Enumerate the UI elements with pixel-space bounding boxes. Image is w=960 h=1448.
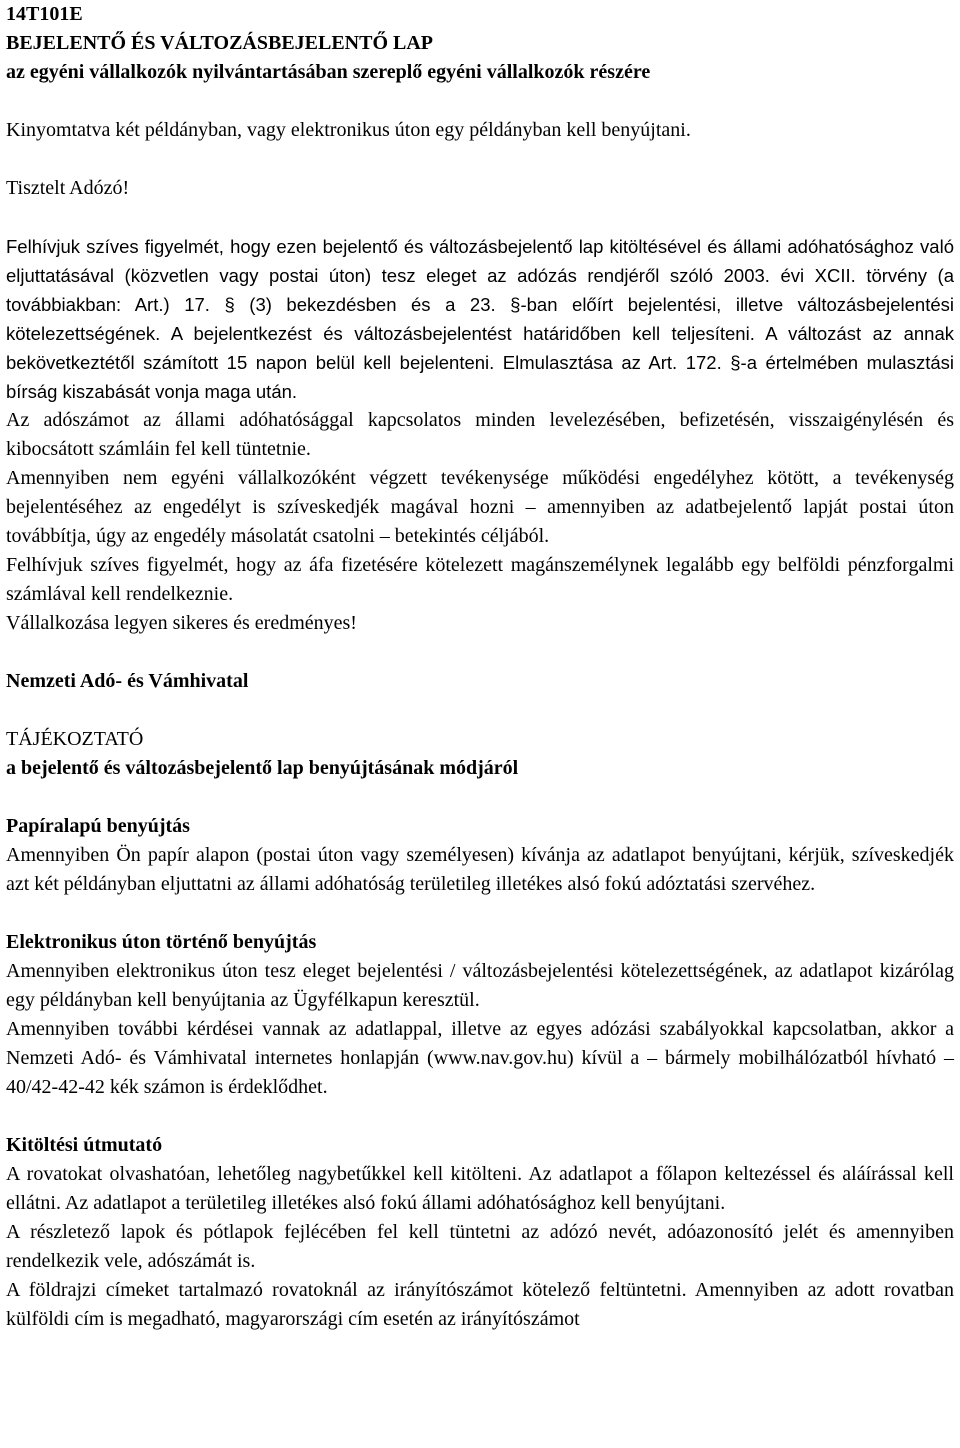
electronic-text-2: Amennyiben további kérdései vannak az adatlappal, illetve az egyes adózási szabályokkal kapcsolatban, akkor a Nemzeti Adó- és Vámhivatal internetes honlapján (www.nav.gov.hu) kívül a – bármely mobilhálózatból hívható – 40/42-42-42 kék számon is érdeklődhet. <box>6 1018 954 1098</box>
greeting: Tisztelt Adózó! <box>6 177 130 199</box>
print-note: Kinyomtatva két példányban, vagy elektronikus úton egy példányban kell benyújtani. <box>6 119 691 141</box>
form-code: 14T101E <box>6 3 83 25</box>
signature: Nemzeti Adó- és Vámhivatal <box>6 670 249 692</box>
electronic-heading: Elektronikus úton történő benyújtás <box>6 931 317 953</box>
fill-text-1: A rovatokat olvashatóan, lehetőleg nagybetűkkel kell kitölteni. Az adatlapot a főlapon keltezéssel és aláírással kell ellátni. Az adatlapot a területileg illetékes alsó fokú állami adóhatósághoz kell benyújtani. <box>6 1163 954 1214</box>
paper-heading: Papíralapú benyújtás <box>6 815 190 837</box>
form-title: BEJELENTŐ ÉS VÁLTOZÁSBEJELENTŐ LAP <box>6 32 434 54</box>
fill-text-2: A részletező lapok és pótlapok fejlécében fel kell tüntetni az adózó nevét, adóazonosító jelét és amennyiben rendelkezik vele, adószámát is. <box>6 1221 954 1272</box>
intro-paragraph-4: Felhívjuk szíves figyelmét, hogy az áfa fizetésére kötelezett magánszemélynek legalább egy belföldi pénzforgalmi számlával kell rendelkeznie. <box>6 554 954 605</box>
form-header <box>6 0 954 87</box>
electronic-text-1: Amennyiben elektronikus úton tesz eleget bejelentési / változásbejelentési kötelezettségének, az adatlapot kizárólag egy példányban kell benyújtania az Ügyfélkapun keresztül. <box>6 960 954 1011</box>
intro-paragraph-2: Az adószámot az állami adóhatósággal kapcsolatos minden levelezésében, befizetésén, visszaigénylésén és kibocsátott számláin fel kell tüntetnie. <box>6 409 954 460</box>
fill-text-3: A földrajzi címeket tartalmazó rovatoknál az irányítószámot kötelező feltüntetni. Amennyiben az adott rovatban külföldi cím is megadható, magyarországi cím esetén az irányítószámot <box>6 1279 954 1330</box>
intro-paragraph-1: Felhívjuk szíves figyelmét, hogy ezen bejelentő és változásbejelentő lap kitöltésével és állami adóhatósághoz való eljuttatásával (közvetlen vagy postai úton) tesz eleget az adózás rendjéről szóló 2003. évi XCII. törvény (a továbbiakban: Art.) 17. § (3) bekezdésben és a 23. §-ban előírt bejelentési, illetve változásbejelentési kötelezettségének. A bejelentkezést és változásbejelentést határidőben kell teljesíteni. A változást az annak bekövetkeztétől számított 15 napon belül kell bejelenteni. Elmulasztása az Art. 172. §-a értelmében mulasztási bírság kiszabását vonja maga után. <box>6 236 954 402</box>
paper-text: Amennyiben Ön papír alapon (postai úton vagy személyesen) kívánja az adatlapot benyújtani, kérjük, szíveskedjék azt két példányban eljuttatni az állami adóhatóság területileg illetékes alsó fokú adóztatási szervéhez. <box>6 844 954 895</box>
info-subtitle: a bejelentő és változásbejelentő lap benyújtásának módjáról <box>6 757 519 779</box>
fill-heading: Kitöltési útmutató <box>6 1134 163 1156</box>
form-subtitle: az egyéni vállalkozók nyilvántartásában szereplő egyéni vállalkozók részére <box>6 61 651 83</box>
info-title: TÁJÉKOZTATÓ <box>6 728 144 750</box>
intro-paragraph-5: Vállalkozása legyen sikeres és eredményes! <box>6 612 357 634</box>
intro-paragraph-3: Amennyiben nem egyéni vállalkozóként végzett tevékenysége működési engedélyhez kötött, a tevékenység bejelentéséhez az engedélyt is szíveskedjék magával hozni – amennyiben az adatbejelentő lapját postai úton továbbítja, úgy az engedély másolatát csatolni – betekintés céljából. <box>6 467 954 547</box>
